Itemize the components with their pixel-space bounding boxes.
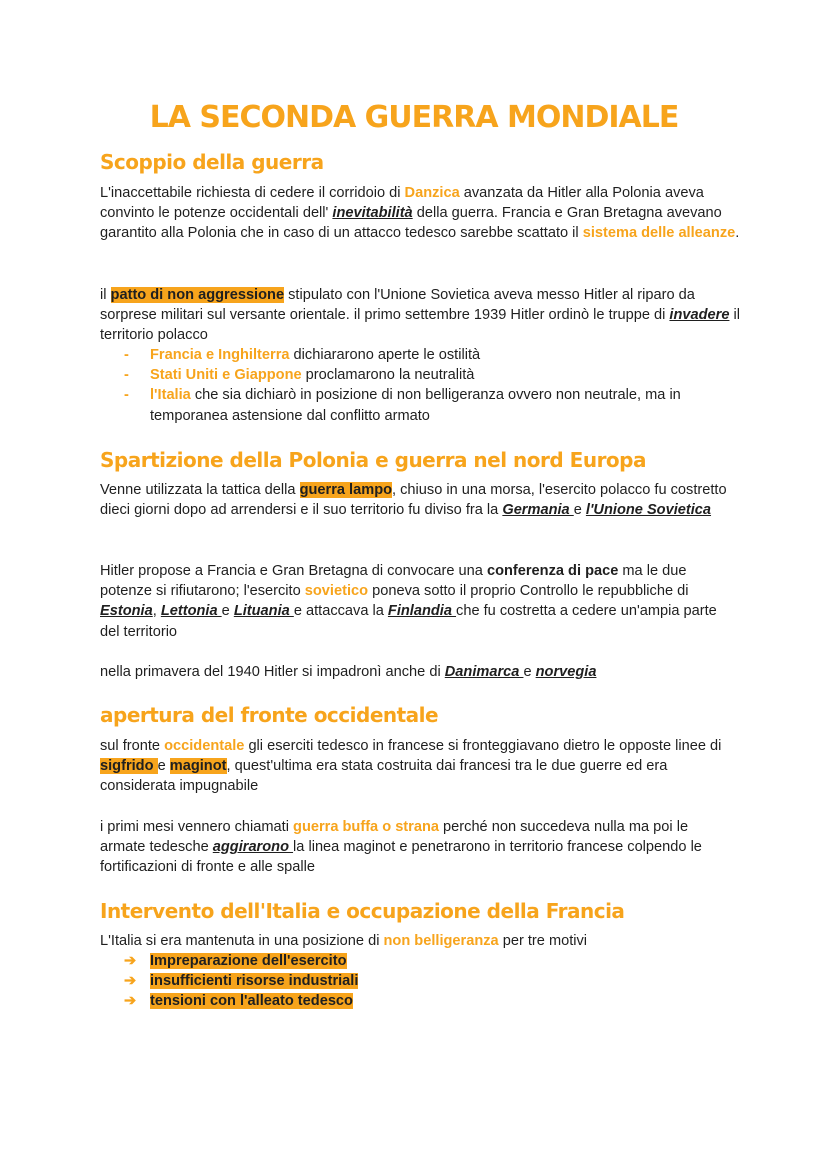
paragraph-guerra-lampo: Venne utilizzata la tattica della guerra lampo, chiuso in una morsa, l'esercito polacco fu costretto dieci giorni dopo ad arrendersi e il suo territorio fu diviso fra la Germania e l'Unione Sovietica	[100, 482, 727, 519]
list-item: ➔ tensioni con l'alleato tedesco	[100, 991, 750, 1011]
dash-marker: -	[124, 387, 129, 404]
section-heading-scoppio: Scoppio della guerra	[100, 150, 324, 174]
list-item: - Stati Uniti e Giappone proclamarono la neutralità	[100, 365, 720, 385]
section-heading-spartizione: Spartizione della Polonia e guerra nel nord Europa	[100, 448, 646, 472]
keyword-invadere: invadere	[669, 307, 730, 324]
paragraph-guerra-buffa: i primi mesi vennero chiamati guerra buffa o strana perché non succedeva nulla ma poi le armate tedesche aggirarono la linea maginot e penetrarono in territorio francese colpendo le fortificazioni di fronte e alle spalle	[100, 819, 702, 876]
list-item: - Francia e Inghilterra dichiararono aperte le ostilità	[100, 345, 720, 365]
highlight-guerra-lampo: guerra lampo	[299, 482, 393, 498]
arrow-right-icon: ➔	[124, 953, 137, 969]
section-heading-intervento-italia: Intervento dell'Italia e occupazione della Francia	[100, 899, 625, 923]
highlight-maginot: maginot	[169, 758, 227, 775]
arrow-right-icon: ➔	[124, 973, 137, 990]
paragraph-danimarca: nella primavera del 1940 Hitler si impadronì anche di Danimarca e norvegia	[100, 664, 597, 680]
paragraph-conferenza: Hitler propose a Francia e Gran Bretagna di convocare una conferenza di pace ma le due potenze si rifiutarono; l'esercito sovietico poneva sotto il proprio Controllo le repubbliche di Estonia, Lettonia e Lituania e attaccava la Finlandia che fu costretta a cedere un'ampia parte del territorio	[100, 563, 717, 640]
dash-marker: -	[124, 347, 129, 363]
keyword-inevitabilita: inevitabilità	[332, 205, 413, 222]
keyword-danzica: Danzica	[404, 185, 460, 201]
keyword-sistema-alleanze: sistema delle alleanze	[582, 225, 736, 242]
reactions-list	[100, 345, 720, 426]
highlight-sigfrido: sigfrido	[100, 758, 158, 775]
paragraph-patto: il patto di non aggressione stipulato con l'Unione Sovietica aveva messo Hitler al riparo da sorprese militari sul versante orientale. il primo settembre 1939 Hitler ordinò le truppe di invadere il territorio polacco	[100, 287, 740, 344]
list-item: ➔ insufficienti risorse industriali	[100, 971, 750, 991]
paragraph-non-belligeranza: L'Italia si era mantenuta in una posizione di non belligeranza per tre motivi	[100, 933, 588, 949]
arrow-right-icon: ➔	[124, 993, 137, 1010]
highlight-patto: patto di non aggressione	[110, 287, 285, 303]
list-item: - l'Italia che sia dichiarò in posizione di non belligeranza ovvero non neutrale, ma in temporanea astensione dal conflitto armato	[124, 387, 681, 424]
section-heading-fronte-occidentale: apertura del fronte occidentale	[100, 703, 439, 727]
paragraph-danzica: L'inaccettabile richiesta di cedere il corridoio di Danzica avanzata da Hitler alla Polonia aveva convinto le potenze occidentali dell' inevitabilità della guerra. Francia e Gran Bretagna avevano garantito alla Polonia che in caso di un attacco tedesco sarebbe scattato il sistema delle alleanze.	[100, 185, 740, 242]
page-title: LA SECONDA GUERRA MONDIALE	[149, 100, 679, 135]
list-item: ➔ Impreparazione dell'esercito	[100, 951, 750, 971]
paragraph-sigfrido-maginot: sul fronte occidentale gli eserciti tedesco in francese si fronteggiavano dietro le opposte linee di sigfrido e maginot, quest'ultima era stata costruita dai francesi tra le due guerre ed era considerata impugnabile	[100, 738, 722, 795]
motivi-list	[100, 951, 750, 1012]
dash-marker: -	[124, 367, 129, 384]
